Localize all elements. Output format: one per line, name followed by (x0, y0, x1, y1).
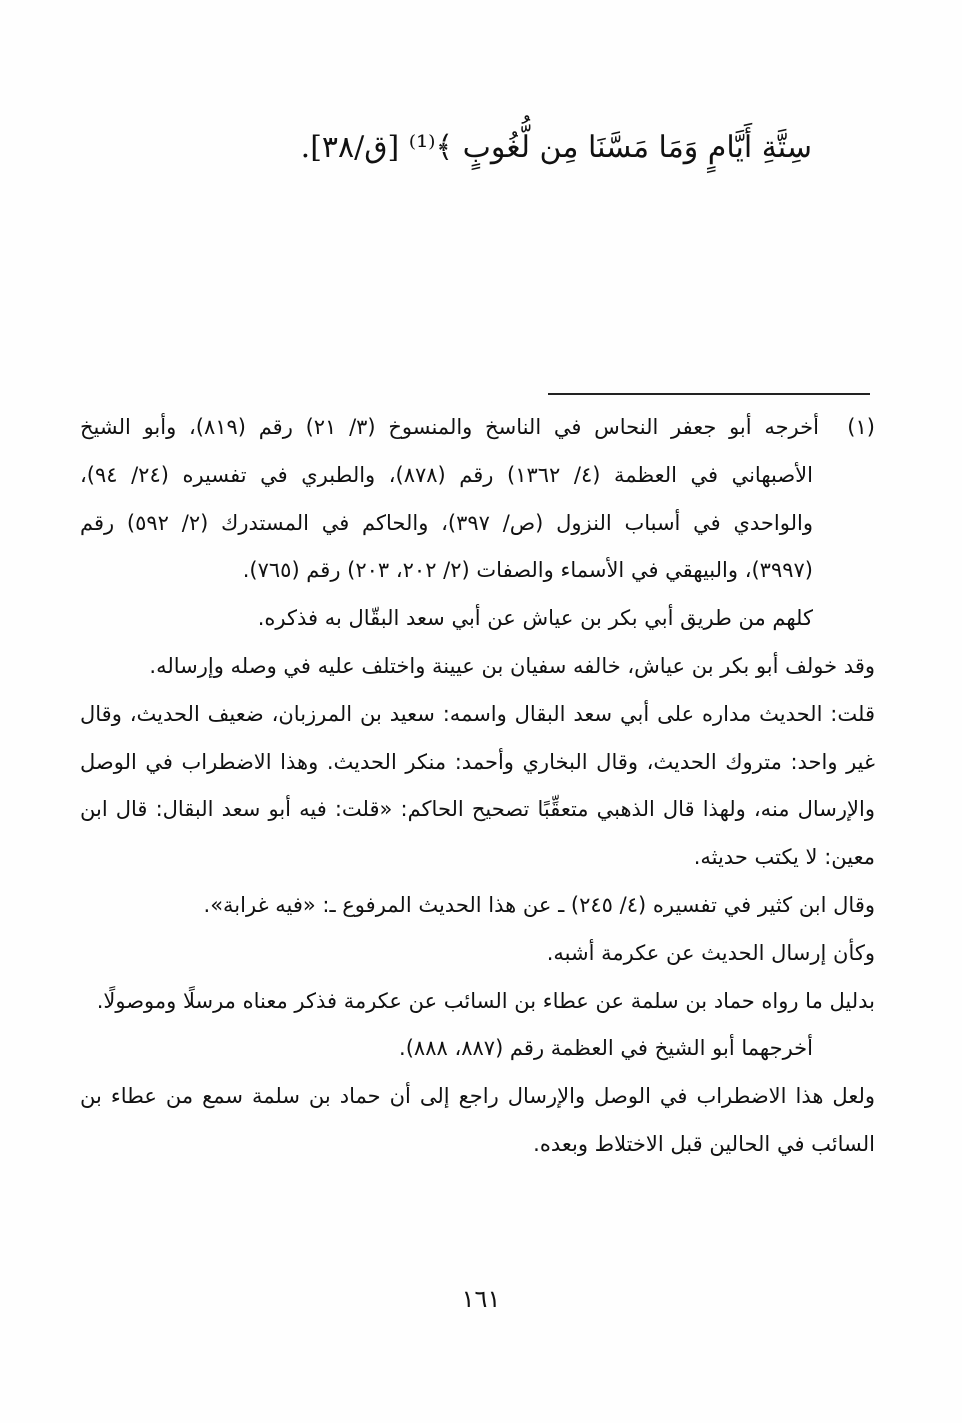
footnote-paragraph: قلت: الحديث مداره على أبي سعد البقال واسمه: سعيد بن المرزبان، ضعيف الحديث، وقال غير واحد: متروك الحديث، وقال البخاري وأحمد: منكر الحديث. وهذا الاضطراب في الوصل والإرسال منه، ولهذا قال الذهبي متعقِّبًا تصحيح الحاكم: «قلت: فيه أبو سعد البقال: قال ابن معين: لا يكتب حديثه. (80, 701, 875, 870)
footnote-paragraph (80, 404, 875, 595)
page-number: ١٦١ (461, 1285, 501, 1313)
footnote-separator (548, 393, 870, 395)
footnote-number: (١) (847, 415, 875, 439)
footnote-text: أخرجه أبو جعفر النحاس في الناسخ والمنسوخ (٣/ ٢١) رقم (٨١٩)، وأبو الشيخ الأصبهاني في العظمة (٤/ ١٣٦٢) رقم (٨٧٨)، والطبري في تفسيره (٢٤/ ٩٤)، والواحدي في أسباب النزول (ص/ ٣٩٧)، والحاكم في المستدرك (٢/ ٥٩٢) رقم (٣٩٩٧)، والبيهقي في الأسماء والصفات (٢/ ٢٠٢، ٢٠٣) رقم (٧٦٥). (80, 415, 819, 583)
quran-verse-line: سِتَّةِ أَيَّامٍ وَمَا مَسَّنَا مِن لُّغُوبٍ ﴾⁽¹⁾ [ق/٣٨]. (300, 130, 812, 165)
footnote-paragraph: بدليل ما رواه حماد بن سلمة عن عطاء بن السائب عن عكرمة فذكر معناه مرسلًا وموصولًا. (96, 988, 875, 1013)
footnote-paragraph: وقال ابن كثير في تفسيره (٤/ ٢٤٥) ـ عن هذا الحديث المرفوع ـ: «فيه غرابة». (203, 892, 875, 917)
footnote-paragraph: ولعل هذا الاضطراب في الوصل والإرسال راجع إلى أن حماد بن سلمة سمع من عطاء بن السائب في الحالين قبل الاختلاط وبعده. (80, 1084, 875, 1156)
footnote-paragraph: كلهم من طريق أبي بكر بن عياش عن أبي سعد البقّال به فذكره. (257, 606, 813, 631)
footnotes-block (80, 404, 875, 1169)
footnote-paragraph: وكأن إرسال الحديث عن عكرمة أشبه. (546, 940, 875, 965)
footnote-paragraph: وقد خولف أبو بكر بن عياش، خالفه سفيان بن عيينة واختلف عليه في وصله وإرساله. (149, 653, 875, 678)
footnote-paragraph: أخرجهما أبو الشيخ في العظمة رقم (٨٨٧، ٨٨٨). (399, 1036, 813, 1061)
